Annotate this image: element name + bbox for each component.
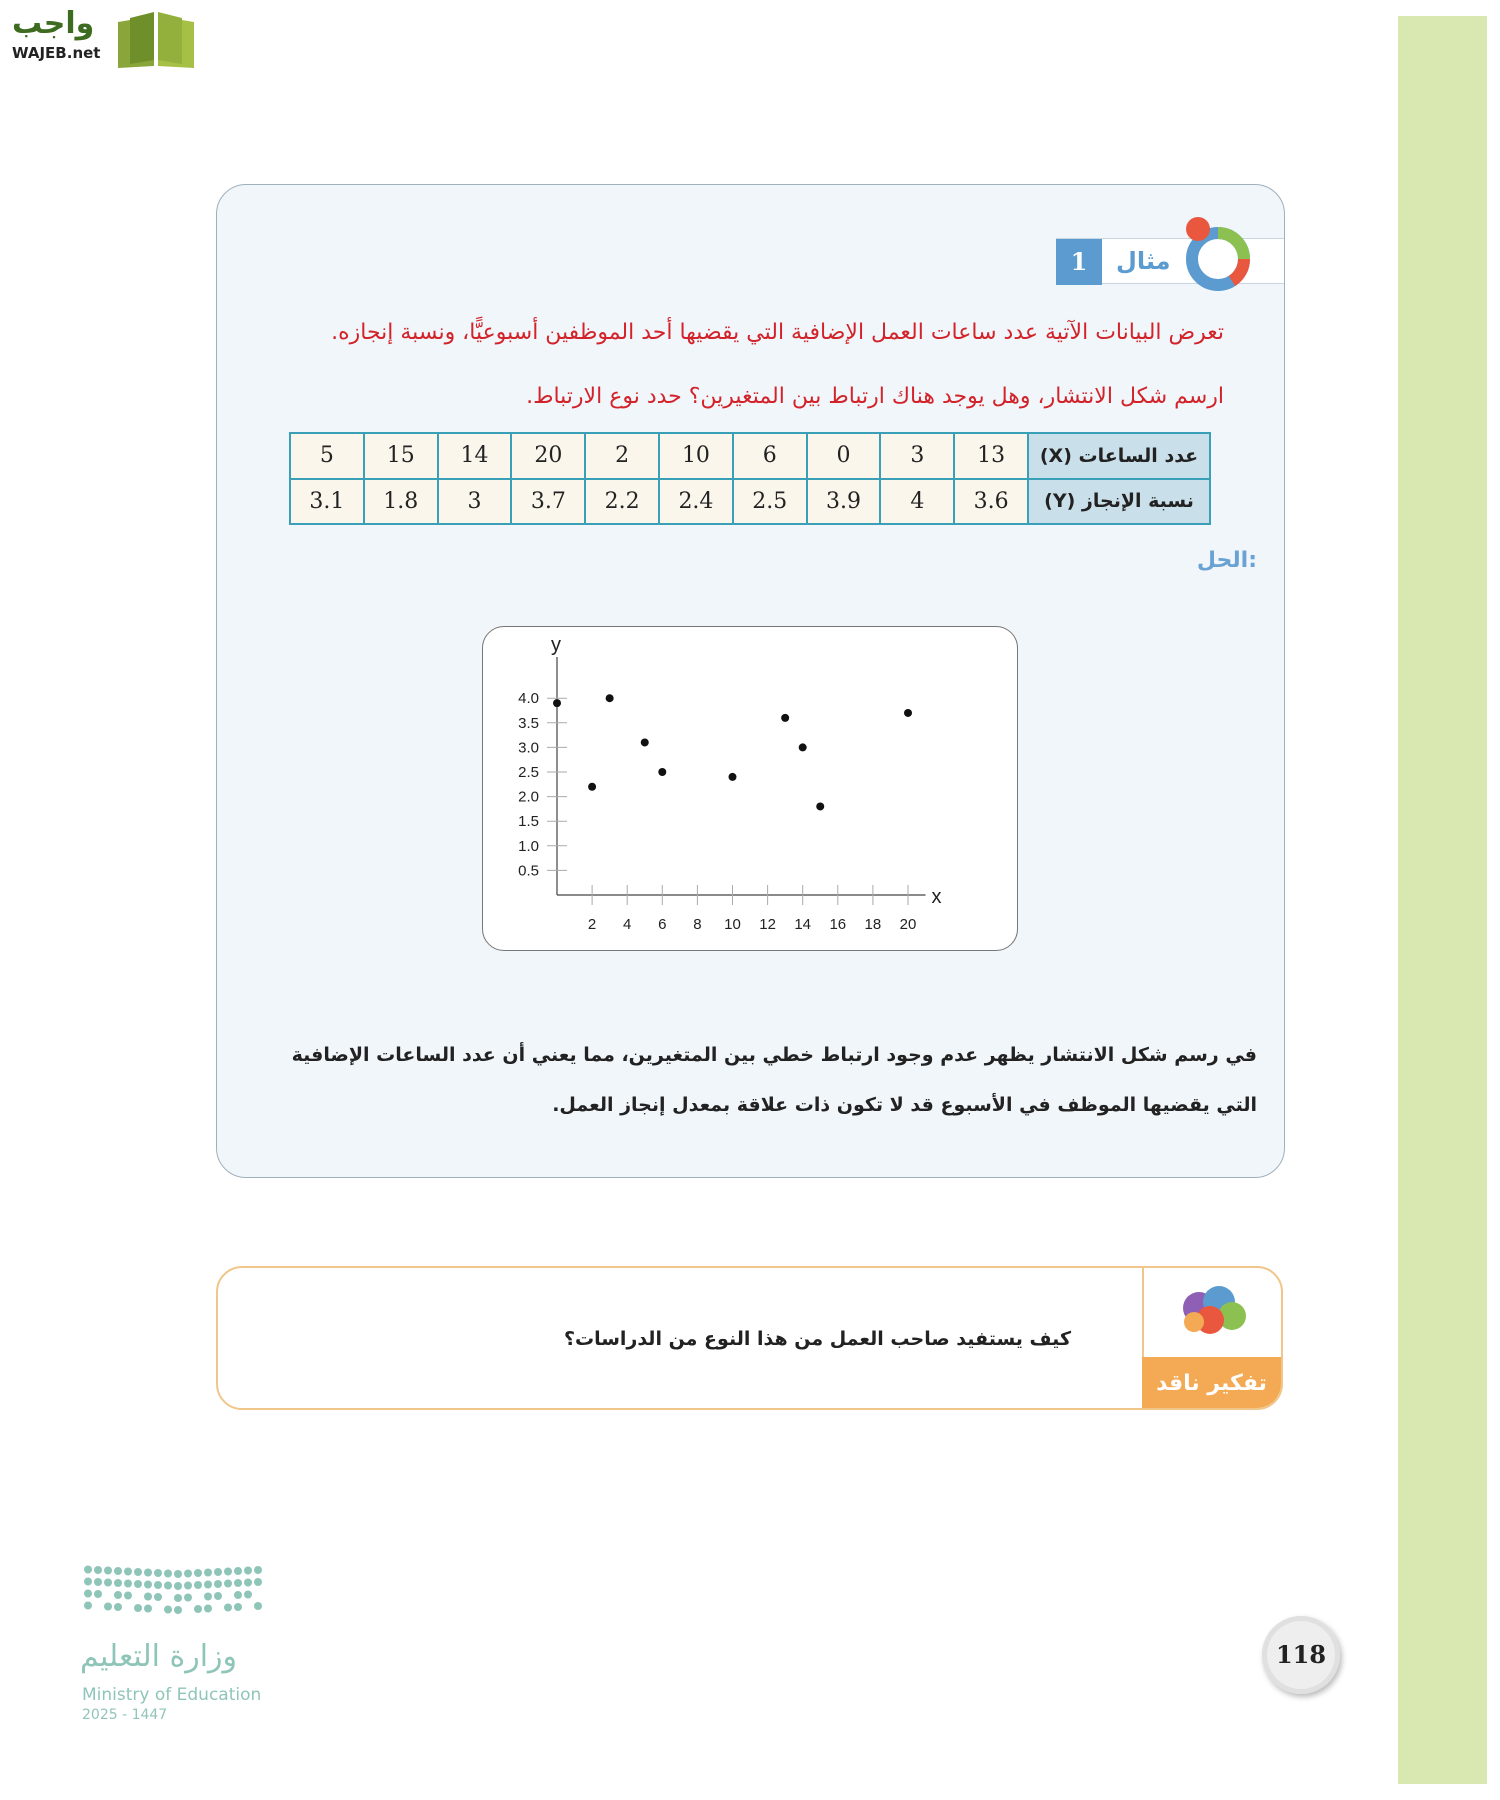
y-axis-label: y — [551, 634, 561, 656]
table-cell: 2.4 — [659, 479, 733, 525]
x-tick-label: 6 — [658, 916, 667, 933]
table-cell: 3.9 — [807, 479, 881, 525]
x-tick-label: 20 — [899, 916, 917, 933]
dot — [174, 1606, 182, 1614]
table-cell: 3 — [438, 479, 512, 525]
dot — [134, 1580, 142, 1588]
critical-thinking-label: تفكير ناقد — [1142, 1357, 1281, 1410]
page-number: 118 — [1262, 1616, 1340, 1694]
dot — [114, 1579, 122, 1587]
dot — [174, 1570, 182, 1578]
dot — [124, 1592, 132, 1600]
dot — [174, 1594, 182, 1602]
dot — [134, 1604, 142, 1612]
critical-thinking-question: كيف يستفيد صاحب العمل من هذا النوع من الدراسات؟ — [563, 1328, 1071, 1350]
dot — [114, 1567, 122, 1575]
dot — [144, 1605, 152, 1613]
y-tick-label: 2.0 — [518, 788, 539, 806]
dot — [94, 1578, 102, 1586]
dot — [234, 1579, 242, 1587]
dot — [154, 1569, 162, 1577]
data-point — [658, 768, 666, 776]
conclusion — [237, 1030, 1257, 1130]
dot — [234, 1591, 242, 1599]
table-cell: 0 — [807, 433, 881, 479]
dot — [84, 1602, 92, 1610]
dot — [224, 1580, 232, 1588]
side-strip — [1398, 16, 1487, 1784]
dot — [194, 1569, 202, 1577]
dot — [104, 1603, 112, 1611]
dot — [84, 1590, 92, 1598]
dot — [194, 1605, 202, 1613]
dot — [184, 1582, 192, 1590]
dot — [124, 1580, 132, 1588]
x-tick-label: 16 — [829, 916, 847, 933]
table-cell: 3.1 — [290, 479, 364, 525]
table-cell: 3.6 — [954, 479, 1028, 525]
solution-label: الحل: — [1196, 548, 1257, 573]
y-tick-label: 2.5 — [518, 764, 539, 781]
dot — [124, 1568, 132, 1576]
dot — [224, 1568, 232, 1576]
dot — [164, 1570, 172, 1578]
ministry-year: 2025 - 1447 — [82, 1707, 168, 1723]
dot — [144, 1581, 152, 1589]
dot — [204, 1581, 212, 1589]
ministry-english: Ministry of Education — [82, 1685, 262, 1705]
data-point — [781, 714, 789, 722]
dot — [254, 1602, 262, 1610]
dot — [224, 1604, 232, 1612]
y-tick-label: 4.0 — [518, 690, 539, 708]
dot — [164, 1606, 172, 1614]
table-cell: 5 — [290, 433, 364, 479]
chart-svg — [483, 627, 1019, 952]
ministry-logo — [80, 1561, 270, 1726]
dot — [94, 1566, 102, 1574]
dot — [214, 1580, 222, 1588]
example-badge — [1056, 238, 1284, 284]
x-tick-label: 8 — [693, 916, 702, 933]
example-number: 1 — [1056, 239, 1102, 285]
table-cell: 3 — [880, 433, 954, 479]
dot — [214, 1592, 222, 1600]
table-cell: 2 — [585, 433, 659, 479]
table-cell: 10 — [659, 433, 733, 479]
y-tick-label: 3.0 — [518, 739, 539, 757]
y-tick-label: 3.5 — [518, 714, 539, 732]
x-tick-label: 2 — [587, 916, 597, 933]
ministry-dots-icon — [80, 1561, 270, 1621]
example-label: مثال — [1116, 247, 1171, 275]
data-point — [553, 699, 561, 707]
table-cell: 15 — [364, 433, 438, 479]
x-tick-label: 10 — [724, 916, 741, 933]
dot — [184, 1570, 192, 1578]
wajeb-logo — [10, 6, 190, 68]
y-tick-label: 1.0 — [518, 837, 539, 855]
scatter-chart — [482, 626, 1018, 951]
dot — [194, 1581, 202, 1589]
example-ring-icon — [1176, 209, 1256, 299]
dot — [94, 1590, 102, 1598]
dot — [254, 1578, 262, 1586]
x-tick-label: 4 — [623, 916, 632, 933]
dot — [214, 1568, 222, 1576]
dot — [234, 1567, 242, 1575]
ministry-arabic: وزارة التعليم — [80, 1639, 238, 1674]
dot — [154, 1581, 162, 1589]
question-line-1: تعرض البيانات الآتية عدد ساعات العمل الإضافية التي يقضيها أحد الموظفين أسبوعيًّا، ونسبة إنجازه. — [331, 320, 1224, 345]
logo-arabic: واجب — [12, 6, 95, 41]
table-cell: 13 — [954, 433, 1028, 479]
critical-thinking-side — [1142, 1268, 1281, 1410]
dot — [104, 1567, 112, 1575]
dot — [154, 1593, 162, 1601]
x-tick-label: 14 — [794, 916, 812, 933]
dot — [84, 1566, 92, 1574]
table-cell: 3.7 — [511, 479, 585, 525]
data-point — [588, 783, 596, 791]
table-cell: 2.5 — [733, 479, 807, 525]
table-cell: 14 — [438, 433, 512, 479]
dot — [234, 1603, 242, 1611]
dot — [204, 1605, 212, 1613]
table-cell: 2.2 — [585, 479, 659, 525]
data-point — [799, 743, 807, 751]
data-table — [289, 432, 1211, 525]
dot — [164, 1582, 172, 1590]
x-axis-label: x — [931, 886, 942, 908]
dot — [104, 1579, 112, 1587]
dot — [244, 1579, 252, 1587]
dot — [84, 1578, 92, 1586]
table-row-y — [290, 479, 1210, 525]
table-cell: 20 — [511, 433, 585, 479]
logo-english: WAJEB.net — [12, 44, 101, 62]
dot — [144, 1569, 152, 1577]
question-line-2: ارسم شكل الانتشار، وهل يوجد هناك ارتباط بين المتغيرين؟ حدد نوع الارتباط. — [526, 384, 1224, 409]
row-header-x: عدد الساعات (X) — [1028, 433, 1210, 479]
dot — [254, 1566, 262, 1574]
dot — [184, 1594, 192, 1602]
data-point — [641, 738, 649, 746]
data-point — [729, 773, 737, 781]
conclusion-line-1: في رسم شكل الانتشار يظهر عدم وجود ارتباط خطي بين المتغيرين، مما يعني أن عدد الساعات الإضافية — [291, 1044, 1257, 1066]
dot — [204, 1593, 212, 1601]
dot — [244, 1591, 252, 1599]
book-icon — [116, 10, 196, 68]
y-tick-label: 0.5 — [518, 862, 539, 880]
dot — [174, 1582, 182, 1590]
data-point — [816, 802, 824, 810]
dot — [114, 1591, 122, 1599]
brain-icon — [1174, 1278, 1254, 1348]
x-tick-label: 18 — [864, 916, 882, 933]
data-point — [904, 709, 912, 717]
dot — [134, 1568, 142, 1576]
dot — [204, 1569, 212, 1577]
data-point — [606, 694, 614, 702]
critical-thinking-box — [216, 1266, 1283, 1410]
y-tick-label: 1.5 — [518, 813, 539, 831]
dot — [144, 1593, 152, 1601]
x-tick-label: 12 — [759, 916, 776, 933]
table-cell: 1.8 — [364, 479, 438, 525]
table-cell: 6 — [733, 433, 807, 479]
dot — [244, 1567, 252, 1575]
conclusion-line-2: التي يقضيها الموظف في الأسبوع قد لا تكون ذات علاقة بمعدل إنجاز العمل. — [552, 1094, 1257, 1116]
dot — [114, 1603, 122, 1611]
table-cell: 4 — [880, 479, 954, 525]
table-row-x — [290, 433, 1210, 479]
row-header-y: نسبة الإنجاز (Y) — [1028, 479, 1210, 525]
